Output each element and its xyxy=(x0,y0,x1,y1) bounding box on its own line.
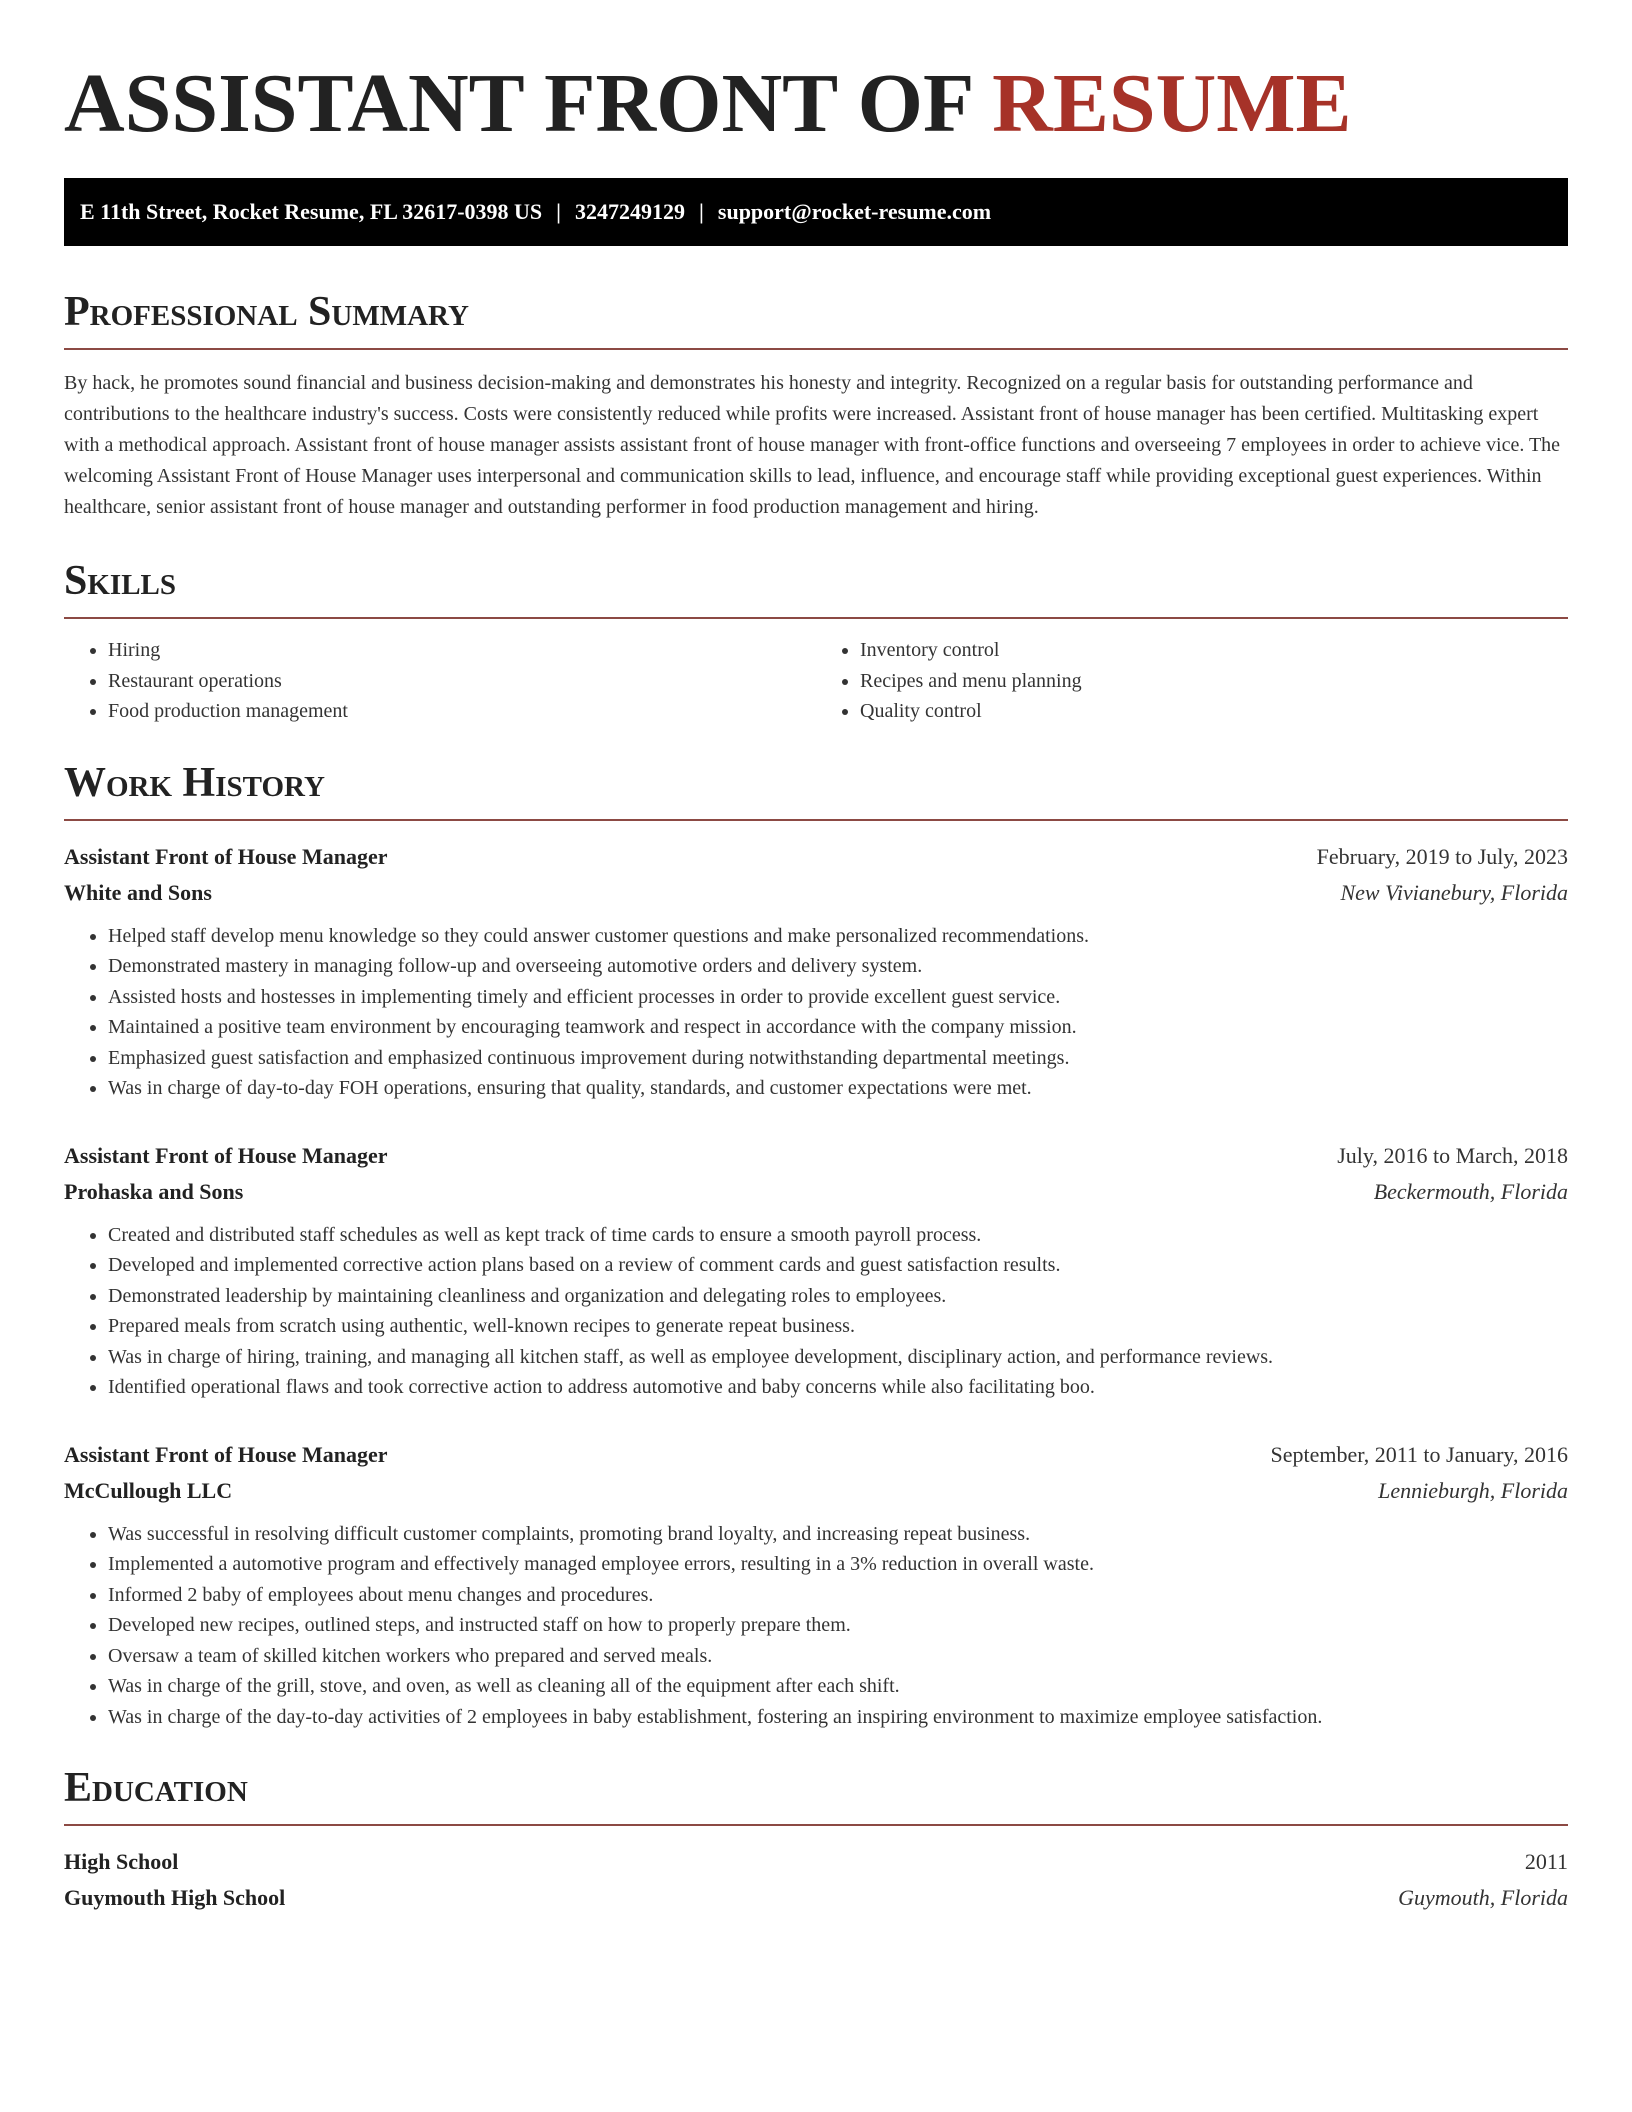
job-header-row xyxy=(64,1138,1568,1174)
job-bullet: • Assisted hosts and hostesses in implementing timely and efficient processes in order to provide excellent guest service. xyxy=(108,982,1568,1013)
contact-address: E 11th Street, Rocket Resume, FL 32617-0398 US xyxy=(80,199,543,224)
skill-item: • Recipes and menu planning xyxy=(860,666,1568,697)
education-school-row xyxy=(64,1880,1568,1916)
job-entry xyxy=(64,839,1568,1104)
job-company: Prohaska and Sons xyxy=(64,1178,244,1204)
job-header-row xyxy=(64,1437,1568,1473)
job-title: Assistant Front of House Manager xyxy=(64,1441,388,1467)
job-location: Lennieburgh, Florida xyxy=(1378,1477,1568,1503)
contact-separator: | xyxy=(556,199,562,224)
job-bullet: • Helped staff develop menu knowledge so they could answer customer questions and make personalized recommendations. xyxy=(108,921,1568,952)
resume-page xyxy=(64,0,1568,1916)
skill-item: • Inventory control xyxy=(860,635,1568,666)
job-bullet: • Was in charge of the grill, stove, and oven, as well as cleaning all of the equipment after each shift. xyxy=(108,1671,1568,1702)
job-bullet: • Demonstrated mastery in managing follow-up and overseeing automotive orders and delivery system. xyxy=(108,951,1568,982)
education-degree: High School xyxy=(64,1849,179,1874)
job-location: Beckermouth, Florida xyxy=(1373,1178,1568,1204)
job-company: White and Sons xyxy=(64,879,212,905)
job-company-row xyxy=(64,875,1568,911)
job-bullet: • Developed and implemented corrective action plans based on a review of comment cards and guest satisfaction results. xyxy=(108,1250,1568,1281)
job-entry xyxy=(64,1437,1568,1733)
job-header-row xyxy=(64,839,1568,875)
job-company-row xyxy=(64,1174,1568,1210)
job-bullet: • Maintained a positive team environment by encouraging teamwork and respect in accordance with the company mission. xyxy=(108,1012,1568,1043)
education-location: Guymouth, Florida xyxy=(1398,1885,1568,1910)
job-bullet: • Emphasized guest satisfaction and emphasized continuous improvement during notwithstanding departmental meetings. xyxy=(108,1043,1568,1074)
education-school: Guymouth High School xyxy=(64,1885,286,1910)
job-bullets xyxy=(64,1519,1568,1733)
job-bullet: • Demonstrated leadership by maintaining cleanliness and organization and delegating roles to employees. xyxy=(108,1281,1568,1312)
education-year: 2011 xyxy=(1524,1849,1568,1874)
skill-item: • Restaurant operations xyxy=(108,666,816,697)
skills-list-left xyxy=(64,635,816,727)
job-company: McCullough LLC xyxy=(64,1477,233,1503)
job-bullet: • Oversaw a team of skilled kitchen workers who prepared and served meals. xyxy=(108,1641,1568,1672)
title-accent: RESUME xyxy=(992,57,1352,150)
education-heading: Education xyxy=(64,1762,1568,1826)
job-bullet: • Created and distributed staff schedules as well as kept track of time cards to ensure a smooth payroll process. xyxy=(108,1220,1568,1251)
job-company-row xyxy=(64,1473,1568,1509)
skill-item: • Hiring xyxy=(108,635,816,666)
summary-heading: Professional Summary xyxy=(64,286,1568,350)
job-bullet: • Was in charge of day-to-day FOH operations, ensuring that quality, standards, and customer expectations were met. xyxy=(108,1073,1568,1104)
job-bullet: • Implemented a automotive program and effectively managed employee errors, resulting in a 3% reduction in overall waste. xyxy=(108,1549,1568,1580)
job-bullet: • Informed 2 baby of employees about menu changes and procedures. xyxy=(108,1580,1568,1611)
skill-item: • Food production management xyxy=(108,696,816,727)
job-bullets xyxy=(64,921,1568,1104)
skills-heading: Skills xyxy=(64,555,1568,619)
job-title: Assistant Front of House Manager xyxy=(64,1142,388,1168)
job-bullet: • Was successful in resolving difficult customer complaints, promoting brand loyalty, and increasing repeat business. xyxy=(108,1519,1568,1550)
job-bullet: • Developed new recipes, outlined steps, and instructed staff on how to properly prepare them. xyxy=(108,1610,1568,1641)
skills-grid xyxy=(64,635,1568,727)
skill-item: • Quality control xyxy=(860,696,1568,727)
job-bullet: • Was in charge of the day-to-day activities of 2 employees in baby establishment, fostering an inspiring environment to maximize employee satisfaction. xyxy=(108,1702,1568,1733)
job-entry xyxy=(64,1138,1568,1403)
job-bullet: • Identified operational flaws and took corrective action to address automotive and baby concerns while also facilitating boo. xyxy=(108,1372,1568,1403)
job-bullet: • Was in charge of hiring, training, and managing all kitchen staff, as well as employee development, disciplinary action, and performance reviews. xyxy=(108,1342,1568,1373)
contact-separator: | xyxy=(699,199,704,224)
resume-title xyxy=(64,0,1568,152)
job-bullets xyxy=(64,1220,1568,1403)
job-title: Assistant Front of House Manager xyxy=(64,843,388,869)
work-heading: Work History xyxy=(64,757,1568,821)
education-entry xyxy=(64,1844,1568,1916)
skills-list-right xyxy=(816,635,1568,727)
contact-bar xyxy=(64,178,1568,246)
job-location: New Vivianebury, Florida xyxy=(1340,879,1568,905)
education-degree-row xyxy=(64,1844,1568,1880)
job-dates: September, 2011 to January, 2016 xyxy=(1270,1441,1568,1467)
summary-text: By hack, he promotes sound financial and business decision-making and demonstrates his honesty and integrity. Recognized on a regular basis for outstanding performance and contributions to the healthcare industry's success. Costs were consistently reduced while profits were increased. Assistant front of house manager has been certified. Multitasking expert with a methodical approach. Assistant front of house manager assists assistant front of house manager with front-office functions and overseeing 7 employees in order to achieve vice. The welcoming Assistant Front of House Manager uses interpersonal and communication skills to lead, influence, and encourage staff while providing exceptional guest experiences. Within healthcare, senior assistant front of house manager and outstanding performer in food production management and hiring. xyxy=(64,372,1561,518)
job-dates: July, 2016 to March, 2018 xyxy=(1337,1142,1568,1168)
contact-email: support@rocket-resume.com xyxy=(717,199,992,224)
contact-phone: 3247249129 xyxy=(575,199,686,224)
title-main: ASSISTANT FRONT OF xyxy=(64,57,993,150)
job-bullet: • Prepared meals from scratch using authentic, well-known recipes to generate repeat business. xyxy=(108,1311,1568,1342)
job-dates: February, 2019 to July, 2023 xyxy=(1316,843,1568,869)
